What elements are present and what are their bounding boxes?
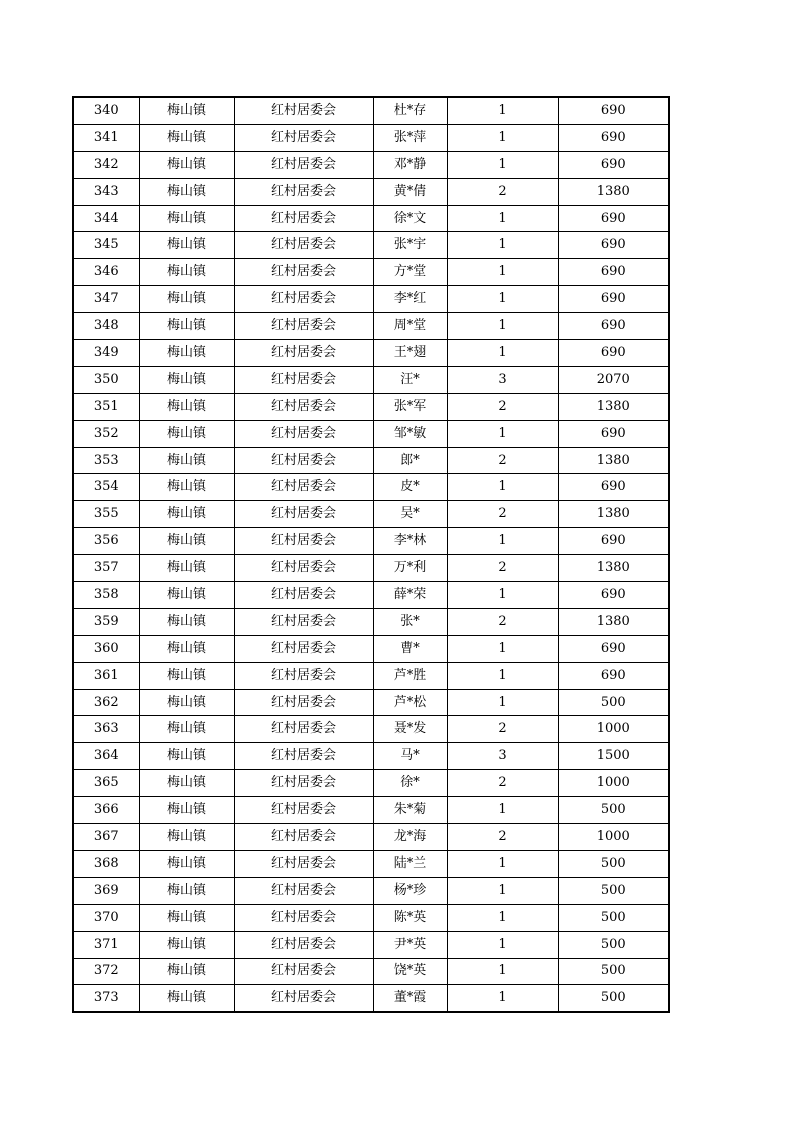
name-cell: 王*翅 bbox=[373, 340, 447, 367]
table-row bbox=[73, 474, 669, 501]
table-row bbox=[73, 743, 669, 770]
row-number-cell: 372 bbox=[73, 958, 139, 985]
table-row bbox=[73, 635, 669, 662]
row-number-cell: 352 bbox=[73, 420, 139, 447]
amount-cell: 1380 bbox=[558, 393, 669, 420]
amount-cell: 1380 bbox=[558, 447, 669, 474]
town-cell: 梅山镇 bbox=[139, 232, 234, 259]
table-row bbox=[73, 797, 669, 824]
name-cell: 芦*松 bbox=[373, 689, 447, 716]
row-number-cell: 360 bbox=[73, 635, 139, 662]
name-cell: 李*红 bbox=[373, 286, 447, 313]
data-table bbox=[72, 96, 670, 1013]
row-number-cell: 361 bbox=[73, 662, 139, 689]
village-cell: 红村居委会 bbox=[234, 608, 373, 635]
household-count-cell: 2 bbox=[447, 770, 558, 797]
table-row bbox=[73, 501, 669, 528]
amount-cell: 690 bbox=[558, 474, 669, 501]
household-count-cell: 1 bbox=[447, 313, 558, 340]
name-cell: 朱*菊 bbox=[373, 797, 447, 824]
row-number-cell: 345 bbox=[73, 232, 139, 259]
row-number-cell: 344 bbox=[73, 205, 139, 232]
village-cell: 红村居委会 bbox=[234, 366, 373, 393]
name-cell: 张* bbox=[373, 608, 447, 635]
row-number-cell: 373 bbox=[73, 985, 139, 1012]
row-number-cell: 367 bbox=[73, 824, 139, 851]
amount-cell: 1000 bbox=[558, 824, 669, 851]
town-cell: 梅山镇 bbox=[139, 904, 234, 931]
village-cell: 红村居委会 bbox=[234, 877, 373, 904]
town-cell: 梅山镇 bbox=[139, 501, 234, 528]
town-cell: 梅山镇 bbox=[139, 366, 234, 393]
name-cell: 郎* bbox=[373, 447, 447, 474]
amount-cell: 500 bbox=[558, 797, 669, 824]
village-cell: 红村居委会 bbox=[234, 716, 373, 743]
row-number-cell: 368 bbox=[73, 850, 139, 877]
row-number-cell: 342 bbox=[73, 151, 139, 178]
row-number-cell: 343 bbox=[73, 178, 139, 205]
name-cell: 皮* bbox=[373, 474, 447, 501]
row-number-cell: 366 bbox=[73, 797, 139, 824]
amount-cell: 1380 bbox=[558, 501, 669, 528]
amount-cell: 690 bbox=[558, 528, 669, 555]
table-row bbox=[73, 985, 669, 1012]
amount-cell: 690 bbox=[558, 340, 669, 367]
town-cell: 梅山镇 bbox=[139, 985, 234, 1012]
village-cell: 红村居委会 bbox=[234, 286, 373, 313]
village-cell: 红村居委会 bbox=[234, 528, 373, 555]
row-number-cell: 357 bbox=[73, 555, 139, 582]
row-number-cell: 353 bbox=[73, 447, 139, 474]
town-cell: 梅山镇 bbox=[139, 797, 234, 824]
name-cell: 李*林 bbox=[373, 528, 447, 555]
row-number-cell: 356 bbox=[73, 528, 139, 555]
table-body bbox=[73, 97, 669, 1012]
row-number-cell: 358 bbox=[73, 582, 139, 609]
name-cell: 徐* bbox=[373, 770, 447, 797]
household-count-cell: 2 bbox=[447, 555, 558, 582]
table-row bbox=[73, 958, 669, 985]
town-cell: 梅山镇 bbox=[139, 286, 234, 313]
household-count-cell: 1 bbox=[447, 259, 558, 286]
table-row bbox=[73, 366, 669, 393]
name-cell: 饶*英 bbox=[373, 958, 447, 985]
name-cell: 龙*海 bbox=[373, 824, 447, 851]
name-cell: 芦*胜 bbox=[373, 662, 447, 689]
name-cell: 周*堂 bbox=[373, 313, 447, 340]
name-cell: 杨*珍 bbox=[373, 877, 447, 904]
amount-cell: 690 bbox=[558, 97, 669, 124]
name-cell: 陈*英 bbox=[373, 904, 447, 931]
town-cell: 梅山镇 bbox=[139, 958, 234, 985]
amount-cell: 690 bbox=[558, 635, 669, 662]
amount-cell: 1380 bbox=[558, 608, 669, 635]
amount-cell: 1380 bbox=[558, 555, 669, 582]
amount-cell: 1000 bbox=[558, 716, 669, 743]
household-count-cell: 1 bbox=[447, 286, 558, 313]
village-cell: 红村居委会 bbox=[234, 313, 373, 340]
household-count-cell: 1 bbox=[447, 635, 558, 662]
household-count-cell: 1 bbox=[447, 689, 558, 716]
household-count-cell: 1 bbox=[447, 958, 558, 985]
household-count-cell: 1 bbox=[447, 340, 558, 367]
town-cell: 梅山镇 bbox=[139, 582, 234, 609]
row-number-cell: 351 bbox=[73, 393, 139, 420]
table-row bbox=[73, 447, 669, 474]
town-cell: 梅山镇 bbox=[139, 447, 234, 474]
amount-cell: 1380 bbox=[558, 178, 669, 205]
household-count-cell: 1 bbox=[447, 931, 558, 958]
table-row bbox=[73, 555, 669, 582]
village-cell: 红村居委会 bbox=[234, 447, 373, 474]
name-cell: 杜*存 bbox=[373, 97, 447, 124]
name-cell: 曹* bbox=[373, 635, 447, 662]
table-row bbox=[73, 877, 669, 904]
table-row bbox=[73, 770, 669, 797]
row-number-cell: 365 bbox=[73, 770, 139, 797]
household-count-cell: 2 bbox=[447, 608, 558, 635]
name-cell: 尹*英 bbox=[373, 931, 447, 958]
amount-cell: 500 bbox=[558, 877, 669, 904]
village-cell: 红村居委会 bbox=[234, 689, 373, 716]
name-cell: 万*利 bbox=[373, 555, 447, 582]
town-cell: 梅山镇 bbox=[139, 931, 234, 958]
village-cell: 红村居委会 bbox=[234, 420, 373, 447]
amount-cell: 690 bbox=[558, 286, 669, 313]
name-cell: 张*军 bbox=[373, 393, 447, 420]
village-cell: 红村居委会 bbox=[234, 904, 373, 931]
name-cell: 董*霞 bbox=[373, 985, 447, 1012]
amount-cell: 500 bbox=[558, 689, 669, 716]
town-cell: 梅山镇 bbox=[139, 555, 234, 582]
table-row bbox=[73, 393, 669, 420]
name-cell: 方*堂 bbox=[373, 259, 447, 286]
household-count-cell: 2 bbox=[447, 178, 558, 205]
town-cell: 梅山镇 bbox=[139, 770, 234, 797]
name-cell: 汪* bbox=[373, 366, 447, 393]
household-count-cell: 3 bbox=[447, 743, 558, 770]
amount-cell: 1000 bbox=[558, 770, 669, 797]
table-row bbox=[73, 313, 669, 340]
town-cell: 梅山镇 bbox=[139, 716, 234, 743]
household-count-cell: 2 bbox=[447, 447, 558, 474]
town-cell: 梅山镇 bbox=[139, 689, 234, 716]
table-row bbox=[73, 124, 669, 151]
table-row bbox=[73, 716, 669, 743]
row-number-cell: 354 bbox=[73, 474, 139, 501]
village-cell: 红村居委会 bbox=[234, 743, 373, 770]
table-row bbox=[73, 340, 669, 367]
name-cell: 张*萍 bbox=[373, 124, 447, 151]
village-cell: 红村居委会 bbox=[234, 582, 373, 609]
row-number-cell: 355 bbox=[73, 501, 139, 528]
household-count-cell: 1 bbox=[447, 124, 558, 151]
table-row bbox=[73, 178, 669, 205]
town-cell: 梅山镇 bbox=[139, 824, 234, 851]
village-cell: 红村居委会 bbox=[234, 797, 373, 824]
household-count-cell: 2 bbox=[447, 393, 558, 420]
household-count-cell: 3 bbox=[447, 366, 558, 393]
table-row bbox=[73, 931, 669, 958]
amount-cell: 690 bbox=[558, 232, 669, 259]
name-cell: 聂*发 bbox=[373, 716, 447, 743]
village-cell: 红村居委会 bbox=[234, 501, 373, 528]
table-row bbox=[73, 420, 669, 447]
household-count-cell: 1 bbox=[447, 528, 558, 555]
village-cell: 红村居委会 bbox=[234, 124, 373, 151]
village-cell: 红村居委会 bbox=[234, 931, 373, 958]
town-cell: 梅山镇 bbox=[139, 635, 234, 662]
table-row bbox=[73, 528, 669, 555]
town-cell: 梅山镇 bbox=[139, 528, 234, 555]
town-cell: 梅山镇 bbox=[139, 662, 234, 689]
village-cell: 红村居委会 bbox=[234, 770, 373, 797]
village-cell: 红村居委会 bbox=[234, 555, 373, 582]
name-cell: 徐*文 bbox=[373, 205, 447, 232]
household-count-cell: 1 bbox=[447, 97, 558, 124]
amount-cell: 690 bbox=[558, 582, 669, 609]
village-cell: 红村居委会 bbox=[234, 474, 373, 501]
amount-cell: 690 bbox=[558, 313, 669, 340]
row-number-cell: 371 bbox=[73, 931, 139, 958]
household-count-cell: 1 bbox=[447, 474, 558, 501]
household-count-cell: 2 bbox=[447, 824, 558, 851]
amount-cell: 1500 bbox=[558, 743, 669, 770]
household-count-cell: 1 bbox=[447, 420, 558, 447]
village-cell: 红村居委会 bbox=[234, 662, 373, 689]
row-number-cell: 347 bbox=[73, 286, 139, 313]
town-cell: 梅山镇 bbox=[139, 313, 234, 340]
amount-cell: 500 bbox=[558, 904, 669, 931]
table-row bbox=[73, 151, 669, 178]
row-number-cell: 350 bbox=[73, 366, 139, 393]
table-row bbox=[73, 904, 669, 931]
row-number-cell: 346 bbox=[73, 259, 139, 286]
amount-cell: 690 bbox=[558, 124, 669, 151]
household-count-cell: 1 bbox=[447, 205, 558, 232]
town-cell: 梅山镇 bbox=[139, 151, 234, 178]
name-cell: 邹*敏 bbox=[373, 420, 447, 447]
table-row bbox=[73, 97, 669, 124]
table-row bbox=[73, 582, 669, 609]
village-cell: 红村居委会 bbox=[234, 393, 373, 420]
town-cell: 梅山镇 bbox=[139, 850, 234, 877]
row-number-cell: 340 bbox=[73, 97, 139, 124]
table-row bbox=[73, 824, 669, 851]
amount-cell: 500 bbox=[558, 985, 669, 1012]
household-count-cell: 1 bbox=[447, 904, 558, 931]
row-number-cell: 359 bbox=[73, 608, 139, 635]
table-row bbox=[73, 259, 669, 286]
town-cell: 梅山镇 bbox=[139, 608, 234, 635]
household-count-cell: 2 bbox=[447, 716, 558, 743]
amount-cell: 690 bbox=[558, 205, 669, 232]
village-cell: 红村居委会 bbox=[234, 151, 373, 178]
village-cell: 红村居委会 bbox=[234, 635, 373, 662]
town-cell: 梅山镇 bbox=[139, 97, 234, 124]
household-count-cell: 1 bbox=[447, 797, 558, 824]
table-row bbox=[73, 286, 669, 313]
household-count-cell: 1 bbox=[447, 877, 558, 904]
town-cell: 梅山镇 bbox=[139, 743, 234, 770]
row-number-cell: 370 bbox=[73, 904, 139, 931]
amount-cell: 690 bbox=[558, 420, 669, 447]
table-row bbox=[73, 662, 669, 689]
amount-cell: 690 bbox=[558, 259, 669, 286]
town-cell: 梅山镇 bbox=[139, 393, 234, 420]
town-cell: 梅山镇 bbox=[139, 420, 234, 447]
table-row bbox=[73, 608, 669, 635]
town-cell: 梅山镇 bbox=[139, 259, 234, 286]
row-number-cell: 369 bbox=[73, 877, 139, 904]
amount-cell: 500 bbox=[558, 931, 669, 958]
town-cell: 梅山镇 bbox=[139, 474, 234, 501]
row-number-cell: 364 bbox=[73, 743, 139, 770]
town-cell: 梅山镇 bbox=[139, 340, 234, 367]
village-cell: 红村居委会 bbox=[234, 232, 373, 259]
village-cell: 红村居委会 bbox=[234, 97, 373, 124]
household-count-cell: 2 bbox=[447, 501, 558, 528]
name-cell: 张*宇 bbox=[373, 232, 447, 259]
name-cell: 吴* bbox=[373, 501, 447, 528]
table-row bbox=[73, 689, 669, 716]
row-number-cell: 362 bbox=[73, 689, 139, 716]
household-count-cell: 1 bbox=[447, 662, 558, 689]
household-count-cell: 1 bbox=[447, 151, 558, 178]
name-cell: 邓*静 bbox=[373, 151, 447, 178]
name-cell: 薛*荣 bbox=[373, 582, 447, 609]
row-number-cell: 348 bbox=[73, 313, 139, 340]
row-number-cell: 349 bbox=[73, 340, 139, 367]
amount-cell: 500 bbox=[558, 850, 669, 877]
village-cell: 红村居委会 bbox=[234, 178, 373, 205]
household-count-cell: 1 bbox=[447, 985, 558, 1012]
town-cell: 梅山镇 bbox=[139, 205, 234, 232]
town-cell: 梅山镇 bbox=[139, 178, 234, 205]
amount-cell: 690 bbox=[558, 151, 669, 178]
town-cell: 梅山镇 bbox=[139, 877, 234, 904]
village-cell: 红村居委会 bbox=[234, 340, 373, 367]
amount-cell: 690 bbox=[558, 662, 669, 689]
name-cell: 陆*兰 bbox=[373, 850, 447, 877]
row-number-cell: 341 bbox=[73, 124, 139, 151]
village-cell: 红村居委会 bbox=[234, 205, 373, 232]
table-row bbox=[73, 232, 669, 259]
table-row bbox=[73, 850, 669, 877]
village-cell: 红村居委会 bbox=[234, 850, 373, 877]
table-row bbox=[73, 205, 669, 232]
row-number-cell: 363 bbox=[73, 716, 139, 743]
household-count-cell: 1 bbox=[447, 850, 558, 877]
name-cell: 马* bbox=[373, 743, 447, 770]
amount-cell: 2070 bbox=[558, 366, 669, 393]
village-cell: 红村居委会 bbox=[234, 824, 373, 851]
amount-cell: 500 bbox=[558, 958, 669, 985]
village-cell: 红村居委会 bbox=[234, 259, 373, 286]
household-count-cell: 1 bbox=[447, 582, 558, 609]
town-cell: 梅山镇 bbox=[139, 124, 234, 151]
village-cell: 红村居委会 bbox=[234, 985, 373, 1012]
household-count-cell: 1 bbox=[447, 232, 558, 259]
name-cell: 黄*倩 bbox=[373, 178, 447, 205]
village-cell: 红村居委会 bbox=[234, 958, 373, 985]
